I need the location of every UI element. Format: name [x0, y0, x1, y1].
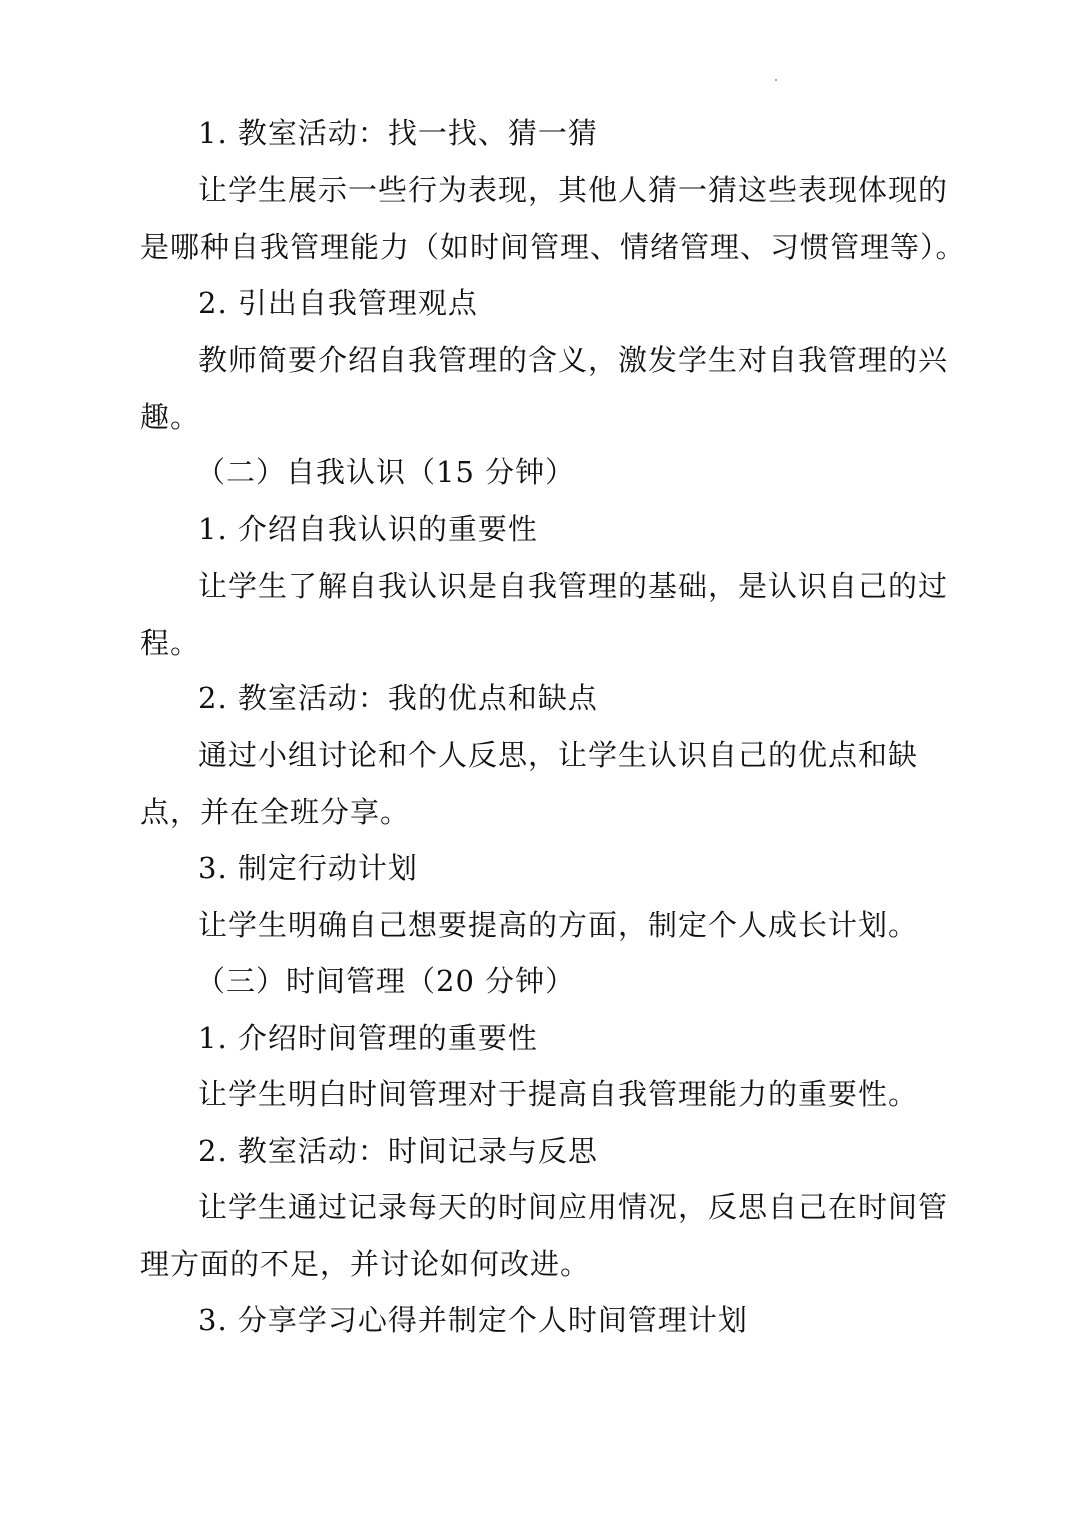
- item-heading: 1. 介绍时间管理的重要性: [198, 1021, 538, 1055]
- item-heading: 1. 教室活动：找一找、猜一猜: [198, 116, 598, 150]
- item-heading: 1. 介绍自我认识的重要性: [198, 512, 538, 546]
- item-heading: 2. 教室活动：我的优点和缺点: [198, 681, 598, 715]
- section-heading: （二）自我认识（15 分钟）: [196, 455, 576, 489]
- section-heading: （三）时间管理（20 分钟）: [196, 964, 576, 998]
- item-heading: 3. 制定行动计划: [198, 851, 418, 885]
- body-paragraph: 让学生通过记录每天的时间应用情况，反思自己在时间管理方面的不足，并讨论如何改进。: [140, 1190, 949, 1281]
- body-paragraph: 让学生明白时间管理对于提高自我管理能力的重要性。: [198, 1077, 919, 1111]
- item-heading: 2. 教室活动：时间记录与反思: [198, 1134, 598, 1168]
- item-heading: 2. 引出自我管理观点: [198, 286, 478, 320]
- item-heading: 3. 分享学习心得并制定个人时间管理计划: [198, 1303, 748, 1337]
- body-paragraph: 让学生展示一些行为表现，其他人猜一猜这些表现体现的是哪种自我管理能力（如时间管理、情绪管理、习惯管理等）。: [140, 173, 966, 264]
- body-paragraph: 让学生明确自己想要提高的方面，制定个人成长计划。: [198, 908, 919, 942]
- body-paragraph: 教师简要介绍自我管理的含义，激发学生对自我管理的兴趣。: [140, 343, 949, 434]
- body-paragraph: 通过小组讨论和个人反思，让学生认识自己的优点和缺点，并在全班分享。: [140, 738, 919, 829]
- body-paragraph: 让学生了解自我认识是自我管理的基础，是认识自己的过程。: [140, 569, 949, 660]
- speck-mark: [775, 79, 777, 81]
